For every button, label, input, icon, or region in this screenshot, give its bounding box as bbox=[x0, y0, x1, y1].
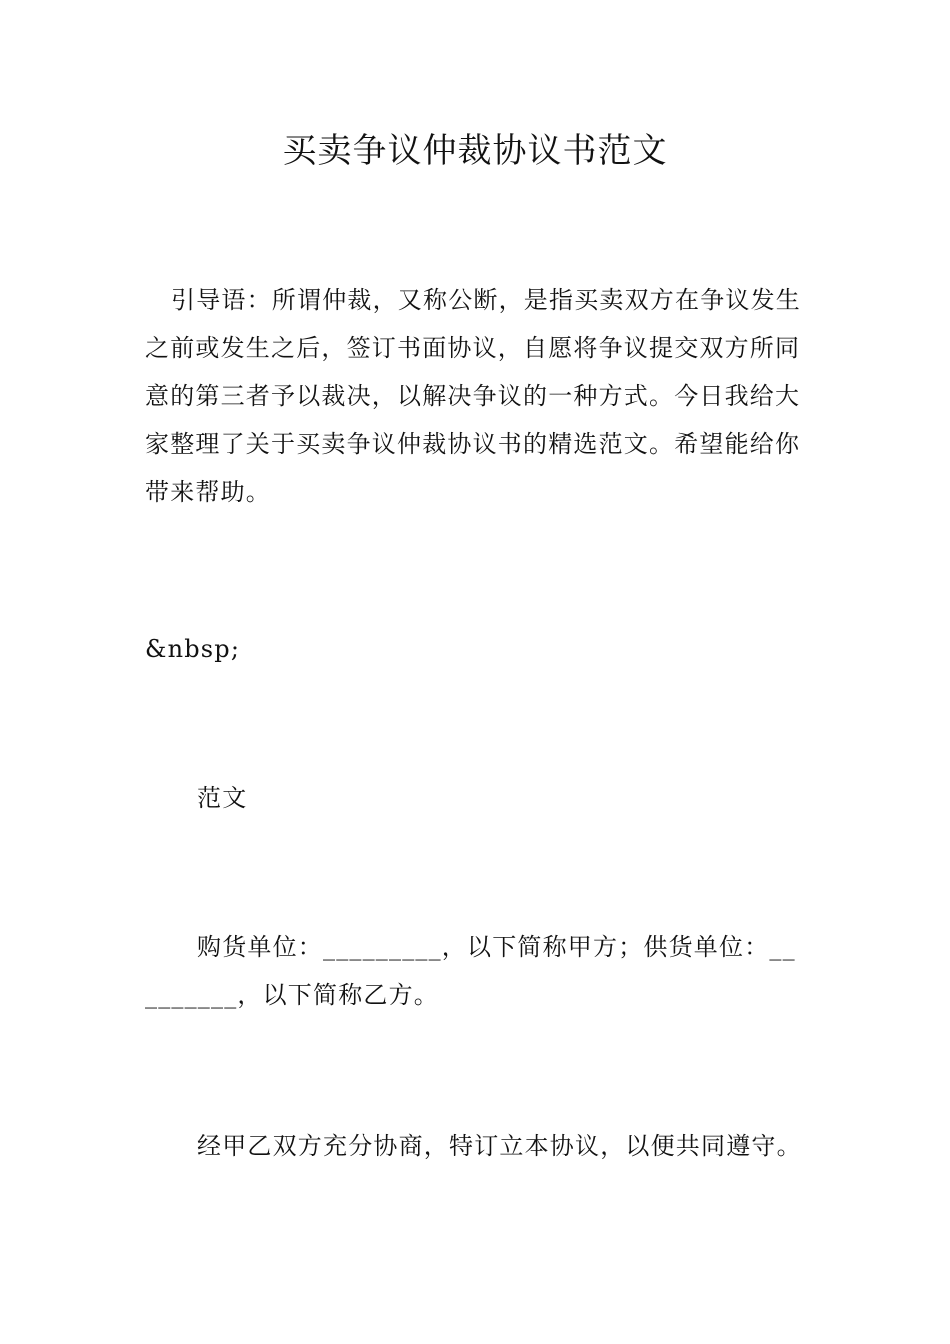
section-heading: 范文 bbox=[197, 784, 248, 812]
agreement-paragraph: 经甲乙双方充分协商，特订立本协议，以便共同遵守。 bbox=[197, 1132, 802, 1160]
parties-paragraph: 购货单位：_________，以下简称甲方；供货单位：_________，以下简称乙方。 bbox=[145, 933, 796, 1009]
document-title: 买卖争议仲裁协议书范文 bbox=[282, 131, 668, 171]
intro-paragraph: 引导语：所谓仲裁，又称公断，是指买卖双方在争议发生之前或发生之后，签订书面协议，自愿将争议提交双方所同意的第三者予以裁决，以解决争议的一种方式。今日我给大家整理了关于买卖争议仲裁协议书的精选范文。希望能给你带来帮助。 bbox=[145, 286, 801, 506]
nbsp-placeholder-text: &nbsp; bbox=[145, 635, 241, 663]
